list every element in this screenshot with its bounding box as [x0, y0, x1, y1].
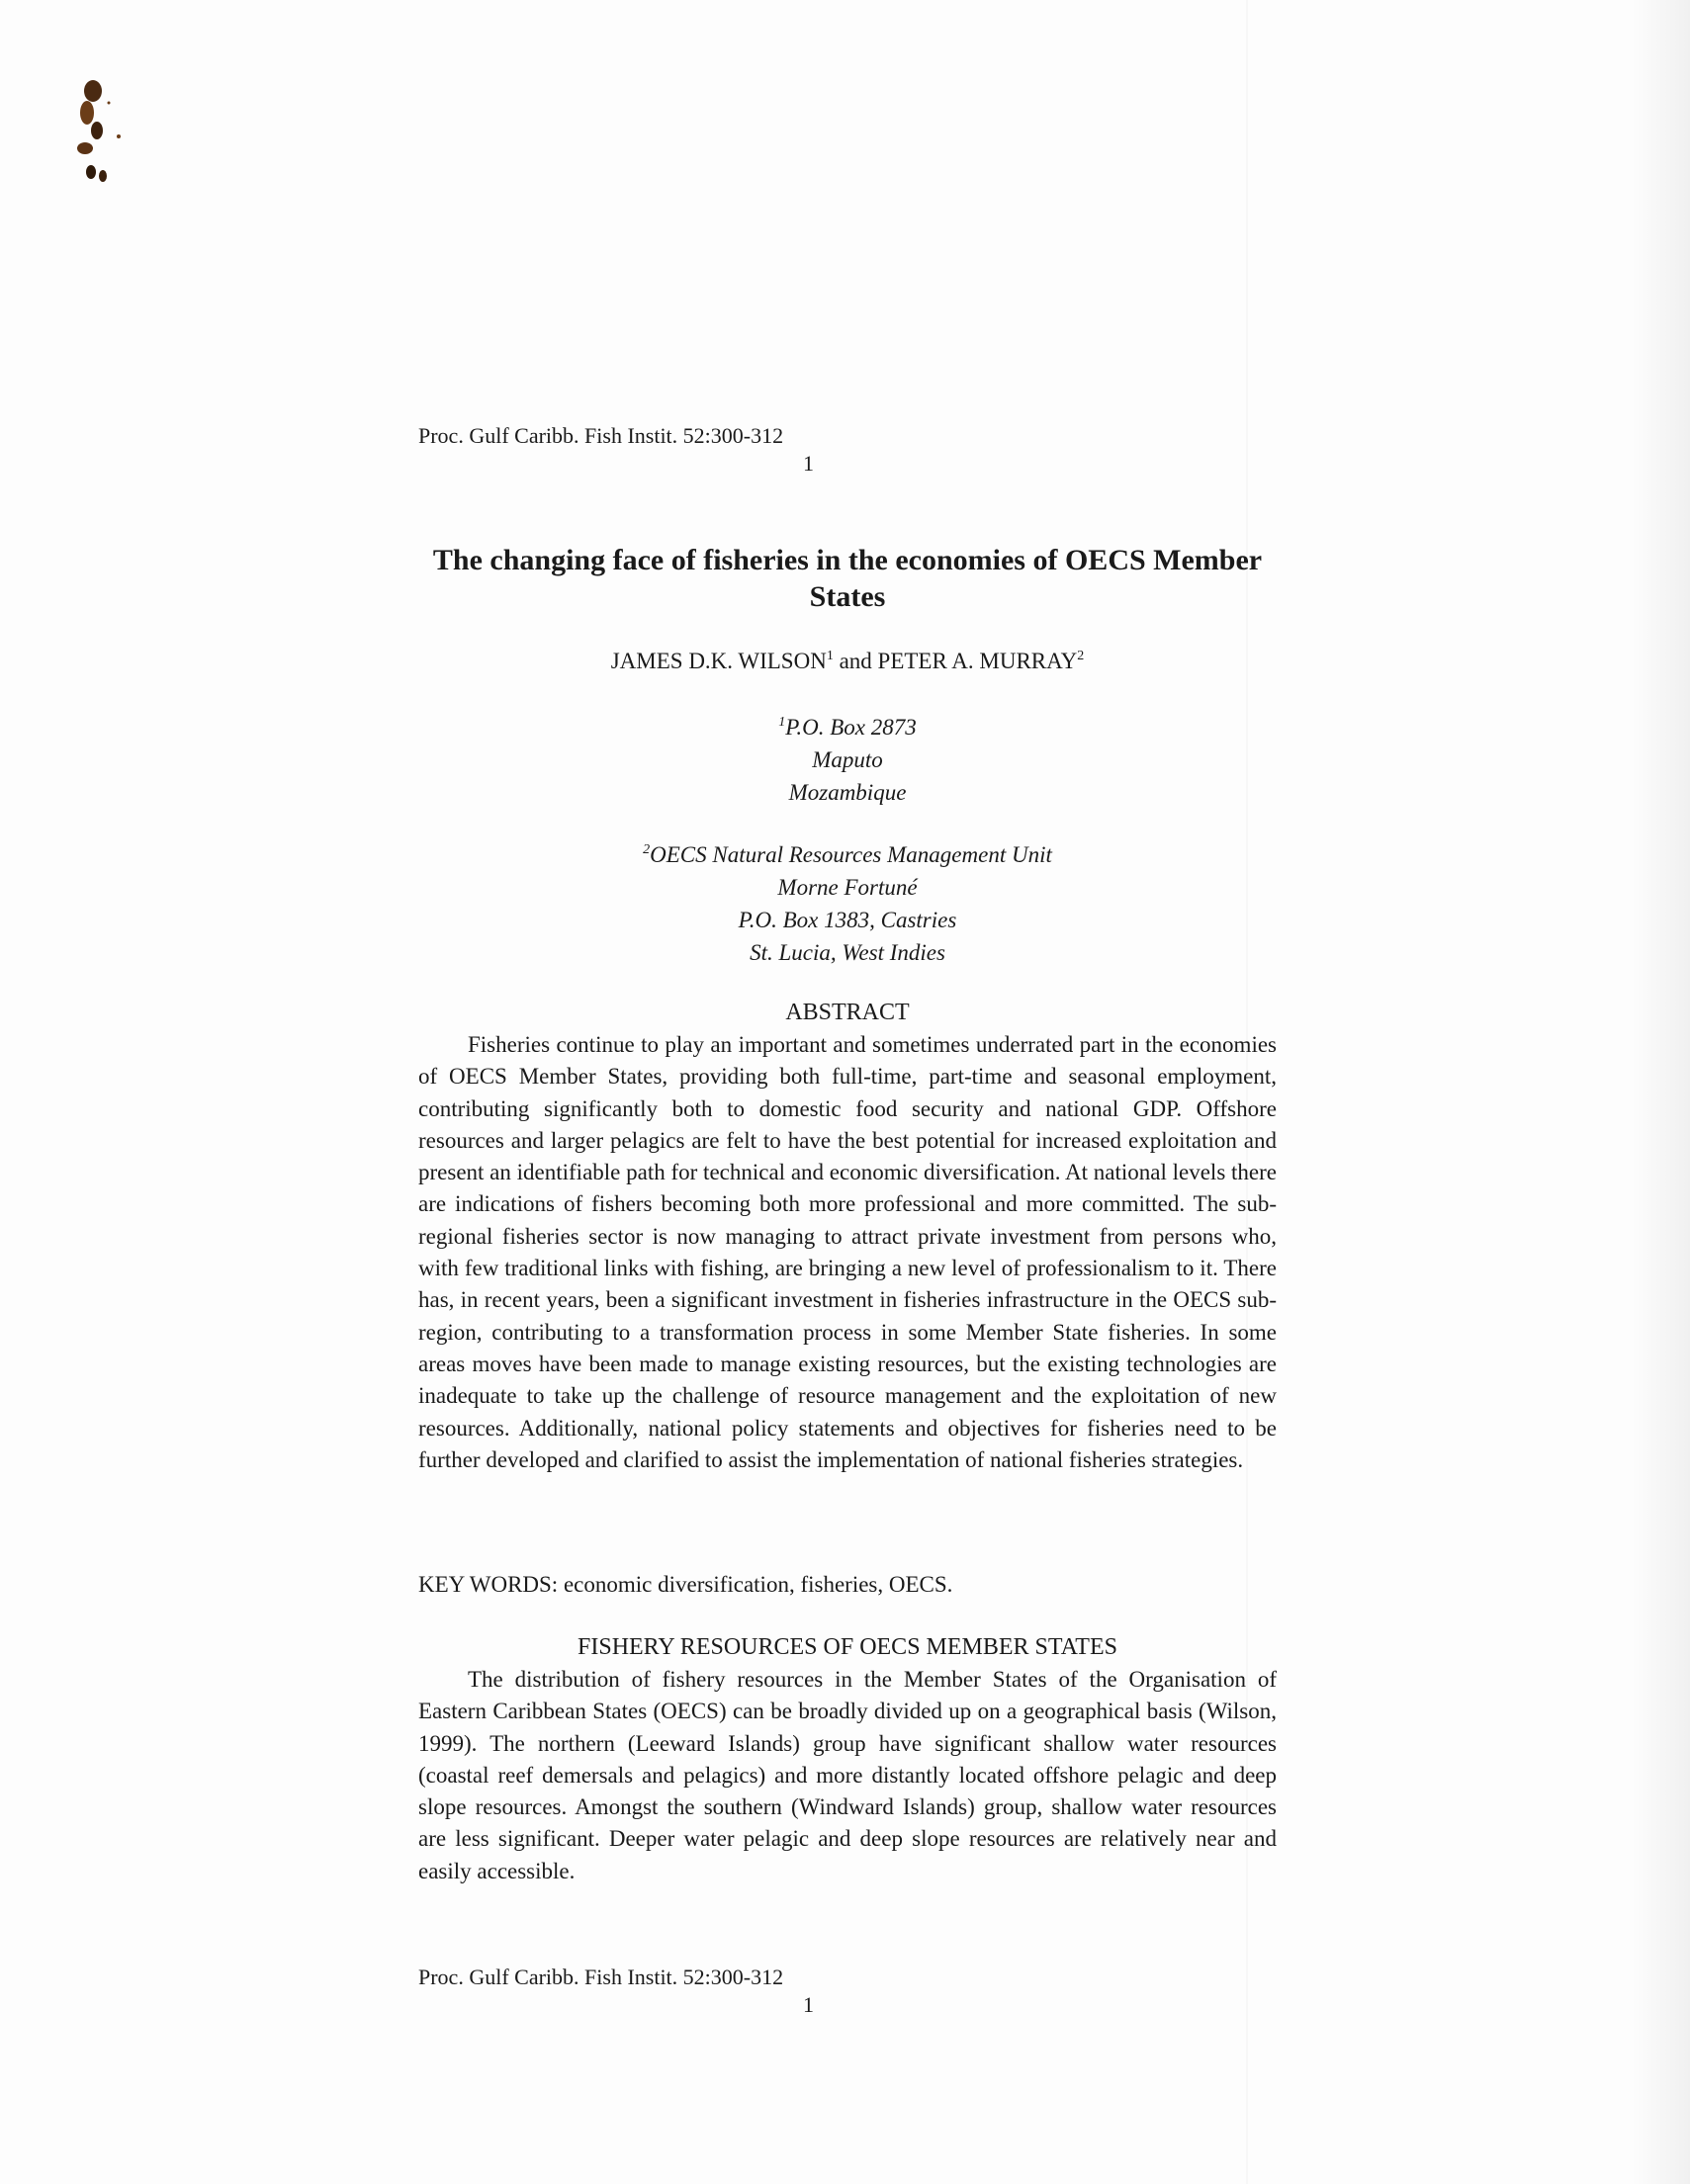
affiliation-line: Morne Fortuné — [777, 875, 918, 900]
affiliation-line: Maputo — [812, 747, 883, 772]
affiliation-superscript: 2 — [643, 842, 651, 857]
running-header — [418, 422, 1277, 478]
footer-citation: Proc. Gulf Caribb. Fish Instit. 52:300-312 — [418, 1965, 784, 1989]
affiliation-2 — [418, 838, 1277, 969]
paper-title: The changing face of fisheries in the economies of OECS Member States — [432, 544, 1263, 613]
affiliation-line: P.O. Box 1383, Castries — [738, 908, 957, 932]
affiliation-line: St. Lucia, West Indies — [750, 940, 945, 965]
author-superscript: 1 — [826, 649, 834, 663]
keywords-line: KEY WORDS: economic diversification, fisheries, OECS. — [418, 1572, 953, 1597]
affiliation-line: Mozambique — [788, 780, 907, 805]
affiliation-line: $^1$P.O. Box 2873 — [778, 715, 917, 740]
footer-page-number: 1 — [803, 1992, 814, 2017]
affiliation-superscript: 1 — [778, 715, 786, 730]
author-line — [418, 647, 1277, 676]
author-name: JAMES D.K. WILSON — [610, 649, 827, 673]
running-footer — [418, 1964, 1277, 2019]
ink-stain-mark — [57, 73, 127, 202]
abstract-text: Fisheries continue to play an important and sometimes underrated part in the economies of OECS Member States, providing both full-time, part-time and seasonal employment, contributing significantly both to domestic food security and national GDP. Offshore resources and larger pelagics are felt to have the best potential for increased exploitation and present an identifiable path for technical and economic diversification. At national levels there are indications of fishers becoming both more professional and more committed. The sub-regional fisheries sector is now managing to attract private investment from persons who, with few traditional links with fishing, are bringing a new level of professionalism to it. There has, in recent years, been a significant investment in fisheries infrastructure in the OECS sub-region, contributing to a transformation process in some Member State fisheries. In some areas moves have been made to manage existing resources, but the existing technologies are inadequate to take up the challenge of resource management and the exploitation of new resources. Additionally, national policy statements and objectives for fisheries need to be further developed and clarified to assist the implementation of national fisheries strategies. — [418, 1032, 1277, 1472]
abstract-heading: ABSTRACT — [785, 1000, 910, 1025]
author-name: PETER A. MURRAY — [877, 649, 1078, 673]
header-citation: Proc. Gulf Caribb. Fish Instit. 52:300-312 — [418, 423, 784, 448]
affiliation-line: $^2$OECS Natural Resources Management Unit — [643, 842, 1052, 867]
section-heading: FISHERY RESOURCES OF OECS MEMBER STATES — [578, 1634, 1117, 1660]
scan-shadow — [1631, 0, 1690, 2184]
author-superscript: 2 — [1077, 649, 1085, 663]
author-joiner: and — [833, 649, 878, 673]
affiliation-1 — [418, 711, 1277, 809]
header-page-number: 1 — [803, 451, 814, 476]
section-body: The distribution of fishery resources in the Member States of the Organisation of Eastern Caribbean States (OECS) can be broadly divided up on a geographical basis (Wilson, 1999). The northern (Leeward Islands) group have significant shallow water resources (coastal reef demersals and pelagics) and more distantly located offshore pelagic and deep slope resources. Amongst the southern (Windward Islands) group, shallow water resources are less significant. Deeper water pelagic and deep slope resources are relatively near and easily accessible. — [418, 1667, 1277, 1883]
